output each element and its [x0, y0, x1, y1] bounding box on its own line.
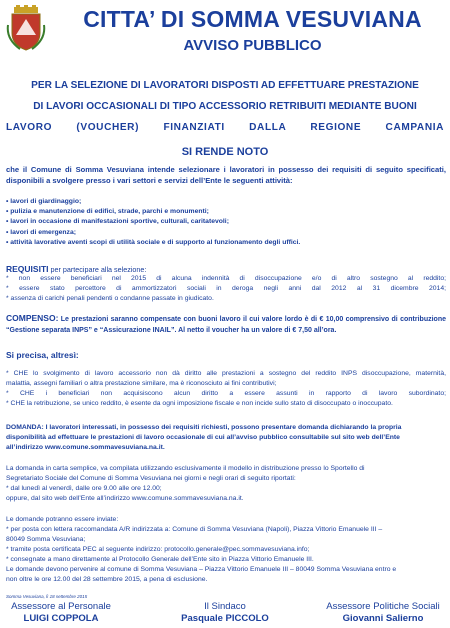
domanda-paragraph: [6, 423, 446, 453]
signature-block-personale: [6, 601, 116, 625]
signature-name: Pasquale PICCOLO: [181, 613, 269, 624]
activities-list: [6, 197, 446, 248]
signature-role: Assessore al Personale: [11, 601, 111, 612]
signature-name: Giovanni Salierno: [342, 613, 424, 624]
signature-block-sindaco: [170, 601, 280, 625]
paragraph-line: * tramite posta certificata PEC al seguente indirizzo: protocollo.generale@pec.sommavesuviana.info;: [6, 546, 310, 553]
page-subtitle: AVVISO PUBBLICO: [183, 37, 322, 54]
list-item: • lavori in occasione di manifestazioni sportive, culturali, caritatevoli;: [6, 218, 229, 226]
signature-block-politiche-sociali: [318, 601, 448, 625]
list-item: * CHE i beneficiari non acquisiscono alcun diritto a essere assunti in rapporto di lavoro subordinato;: [6, 390, 446, 397]
paragraph-line: * consegnate a mano direttamente al Protocollo Generale dell’Ente sito in Piazza Vittorio Emanuele III.: [6, 556, 314, 563]
paragraph-line: * per posta con lettera raccomandata A/R indirizzata a: Comune di Somma Vesuviana (Napoli), Piazza Vittorio Emanuele III –: [6, 526, 383, 533]
precisa-heading: Si precisa, altresì:: [6, 350, 79, 360]
signature-role: Il Sindaco: [204, 601, 246, 612]
notice-heading: SI RENDE NOTO: [181, 146, 269, 158]
list-item: * CHE lo svolgimento di lavoro accessorio non dà diritto alle prestazioni a sostegno del reddito INPS disoccupazione, maternità,: [6, 370, 446, 377]
signature-name: LUIGI COPPOLA: [23, 613, 99, 624]
precisa-list: [6, 369, 446, 409]
list-item: • pulizia e manutenzione di edifici, strade, parchi e monumenti;: [6, 208, 209, 216]
compensation-paragraph: [6, 313, 446, 336]
paragraph-line: DOMANDA: I lavoratori interessati, in possesso dei requisiti richiesti, possono presentare domanda dichiarando la propria: [6, 424, 402, 431]
signature-role: Assessore Politiche Sociali: [326, 601, 440, 612]
requirements-list: [6, 274, 446, 304]
requirements-label: REQUISITI: [6, 264, 49, 274]
list-item: malattia, assegni familiari o altra prestazione similare, ma è riconosciuto ai fini contributivi;: [6, 380, 277, 387]
requirements-intro: per partecipare alla selezione:: [48, 265, 147, 274]
paragraph-line: La domanda in carta semplice, va compilata utilizzando esclusivamente il modello in distribuzione presso lo Sportello di: [6, 465, 365, 472]
list-item: • lavori di emergenza;: [6, 228, 76, 236]
paragraph-line: Segretariato Sociale del Comune di Somma Vesuviana nei giorni e negli orari di seguito riportati:: [6, 475, 296, 482]
page-title: CITTA’ DI SOMMA VESUVIANA: [83, 6, 422, 32]
heading-line-1: PER LA SELEZIONE DI LAVORATORI DISPOSTI AD EFFETTUARE PRESTAZIONE: [31, 80, 419, 91]
paragraph-line: all’indirizzo www.comune.sommavesuviana.na.it.: [6, 444, 165, 451]
heading-line-3: LAVORO (VOUCHER) FINANZIATI DALLA REGIONE CAMPANIA: [6, 122, 444, 133]
compensation-text: Le prestazioni saranno compensate con buoni lavoro il cui valore lordo è di € 10,00 comprensivo di contribuzione “Gestione separata INPS” e “Assicurazione INAIL”. Al netto il voucher ha un valore di € 7,50 all’ora.: [6, 316, 446, 334]
municipal-crest-icon: [6, 5, 46, 51]
list-item: * essere stato percettore di ammortizzatori sociali in deroga negli anni dal 2012 al 31 dicembre 2014;: [6, 285, 446, 292]
list-item: • lavori di giardinaggio;: [6, 198, 82, 205]
paragraph-line: 80049 Somma Vesuviana;: [6, 536, 86, 543]
submission-paragraph: [6, 515, 446, 585]
list-item: • attività lavorative aventi scopi di utilità sociale e di supporto al funzionamento degli uffici.: [6, 238, 301, 246]
list-item: * non essere beneficiari nel 2015 di alcuna indennità di disoccupazione e/o di altro sostegno al reddito;: [6, 275, 446, 282]
paragraph-line: * dal lunedì al venerdì, dalle ore 9.00 alle ore 12.00;: [6, 485, 162, 492]
paragraph-line: oppure, dal sito web dell’Ente all’indirizzo www.comune.sommavesuviana.na.it.: [6, 495, 244, 502]
paragraph-line: Le domande potranno essere inviate:: [6, 516, 119, 523]
paragraph-line: Le domande devono pervenire al comune di Somma Vesuviana – Piazza Vittorio Emanuele III – 80049 Somma Vesuviana entro e: [6, 566, 397, 573]
list-item: * CHE la retribuzione, se unico reddito, è esente da ogni imposizione fiscale e non incide sullo stato di disoccupato o inoccupato.: [6, 400, 393, 407]
paragraph-line: disponibilità ad effettuare le prestazioni di lavoro occasionale di cui all’avviso pubblico consultabile sul sito web dell’Ente: [6, 434, 400, 441]
heading-line-2: DI LAVORI OCCASIONALI DI TIPO ACCESSORIO RETRIBUITI MEDIANTE BUONI: [33, 101, 417, 112]
compensation-label: COMPENSO:: [6, 313, 59, 323]
list-item: * assenza di carichi penali pendenti o condanne passate in giudicato.: [6, 295, 214, 302]
document-date: Somma Vesuviana, lì 18 settembre 2015: [6, 594, 88, 599]
intro-paragraph: che il Comune di Somma Vesuviana intende selezionare i lavoratori in possesso dei requisiti di seguito specificati, disponibili a svolgere presso i vari settori e servizi dell’Ente le seguenti attività:: [6, 165, 446, 185]
paragraph-line: non oltre le ore 12.00 del 28 settembre 2015, a pena di esclusione.: [6, 576, 208, 583]
application-paragraph: [6, 464, 446, 504]
